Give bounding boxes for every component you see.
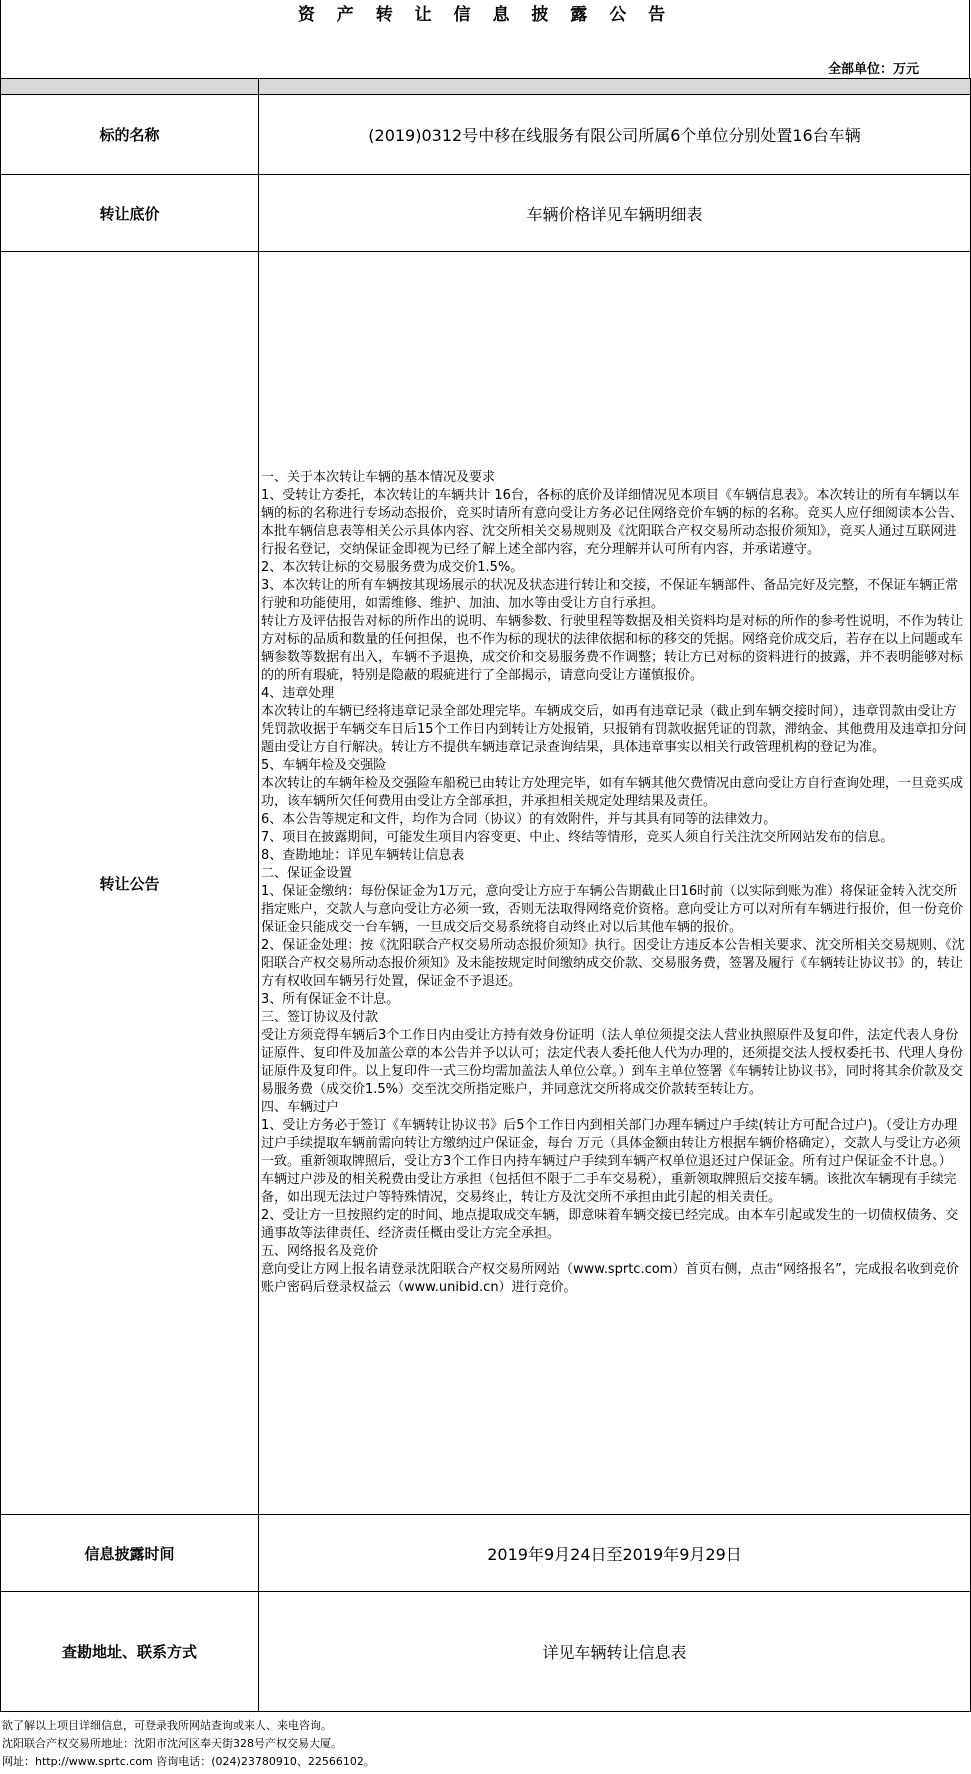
right-border — [969, 0, 970, 78]
row-transfer-notice — [1, 252, 971, 1515]
notice-line: 本次转让的车辆年检及交强险车船税已由转让方处理完毕，如有车辆其他欠费情况由意向受让方自行查询处理，一旦竞买成功，该车辆所欠任何费用由受让方全部承担，并承担相关规定处理结果及责任。 — [261, 776, 964, 809]
row-transfer-price — [1, 175, 971, 252]
notice-line: 车辆过户涉及的相关税费由受让方承担（包括但不限于二手车交易税），重新领取牌照后交接车辆。该批次车辆现有手续完备，如出现无法过户等特殊情况，交易终止，转让方及沈交所不承担由此引起的相关责任。 — [261, 1172, 957, 1205]
subject-name-label: 标的名称 — [1, 95, 259, 175]
transfer-price-label: 转让底价 — [1, 175, 259, 252]
notice-line: 6、本公告等规定和文件，均作为合同（协议）的有效附件，并与其具有同等的法律效力。 — [261, 812, 777, 827]
header-cell-left — [1, 79, 259, 95]
notice-line: 1、受转让方委托，本次转让的车辆共计 16台，各标的底价及详细情况见本项目《车辆信息表》。本次转让的所有车辆以车辆的标的名称进行专场动态报价，竞买时请所有意向受让方务必记住网络竞价车辆的标的名称。竞买人应仔细阅读本公告、本批车辆信息表等相关公示具体内容、沈交所相关交易规则及《沈阳联合产权交易所动态报价须知》，竞买人通过互联网进行报名登记，交纳保证金即视为已经了解上述全部内容，充分理解并认可所有内容，并承诺遵守。 — [261, 488, 964, 557]
footer-address: 沈阳联合产权交易所地址：沈阳市沈河区奉天街328号产权交易大厦。 — [2, 1737, 342, 1750]
disclosure-time-label: 信息披露时间 — [1, 1515, 259, 1592]
notice-line: 本次转让的车辆已经将违章记录全部处理完毕。车辆成交后，如再有违章记录（截止到车辆交接时间），违章罚款由受让方凭罚款收据于车辆交车日后15个工作日内到转让方处报销，只报销有罚款收据凭证的罚款，滞纳金、其他费用及违章扣分问题由受让方自行解决。转让方不提供车辆违章记录查询结果，具体违章事实以相关行政管理机构的登记为准。 — [261, 704, 967, 755]
notice-line: 7、项目在披露期间，可能发生项目内容变更、中止、终结等情形，竞买人须自行关注沈交所网站发布的信息。 — [261, 830, 894, 845]
transfer-notice-label: 转让公告 — [1, 252, 259, 1515]
notice-line: 4、违章处理 — [261, 686, 335, 701]
notice-line: 五、网络报名及竞价 — [261, 1244, 379, 1259]
transfer-price-value: 车辆价格详见车辆明细表 — [259, 175, 971, 252]
notice-line: 1、受让方务必于签订《车辆转让协议书》后5个工作日内到相关部门办理车辆过户手续(转让方可配合过户)。（受让方办理过户手续提取车辆前需向转让方缴纳过户保证金，每台 万元（具体金额由转让方根据车辆价格确定），交款人与受让方必须一致。重新领取牌照后，受让方3个工作日内持车辆过户手续到车辆产权单位退还过户保证金。所有过户保证金不计息。） — [261, 1118, 961, 1169]
notice-line: 受让方须竞得车辆后3个工作日内由受让方持有效身份证明（法人单位须提交法人营业执照原件及复印件，法定代表人身份证原件、复印件及加盖公章的本公告并予以认可；法定代表人委托他人代为办理的，还须提交法人授权委托书、代理人身份证原件及复印件。以上复印件一式三份均需加盖法人单位公章。）到车主单位签署《车辆转让协议书》，同时将其余价款及交易服务费（成交价1.5%）交至沈交所指定账户，并同意沈交所将成交价款转至转让方。 — [261, 1028, 964, 1097]
page-title: 资 产 转 让 信 息 披 露 公 告 — [297, 5, 674, 25]
notice-line: 1、保证金缴纳：每份保证金为1万元，意向受让方应于车辆公告期截止日16时前（以实际到账为准）将保证金转入沈交所指定账户，交款人与意向受让方必须一致，否则无法取得网络竞价资格。意向受让方可以对所有车辆进行报价，但一份竞价保证金只能成交一台车辆，一旦成交后交易系统将自动终止对以后其他车辆的报价。 — [261, 884, 964, 935]
table-header-row — [1, 79, 971, 95]
contact-label: 查勘地址、联系方式 — [1, 1592, 259, 1712]
header-cell-right — [259, 79, 971, 95]
notice-line: 三、签订协议及付款 — [261, 1010, 379, 1025]
row-subject-name — [1, 95, 971, 175]
subject-name-value: (2019)0312号中移在线服务有限公司所属6个单位分别处置16台车辆 — [259, 95, 971, 175]
notice-line: 8、查勘地址：详见车辆转让信息表 — [261, 848, 465, 863]
footer — [0, 1717, 971, 1771]
footer-info: 欲了解以上项目详细信息，可登录我所网站查询或来人、来电咨询。 — [2, 1719, 332, 1732]
contact-value: 详见车辆转让信息表 — [259, 1592, 971, 1712]
row-disclosure-time — [1, 1515, 971, 1592]
notice-line: 3、所有保证金不计息。 — [261, 992, 400, 1007]
notice-line: 二、保证金设置 — [261, 866, 353, 881]
disclosure-table — [0, 78, 971, 1712]
notice-line: 四、车辆过户 — [261, 1100, 340, 1115]
notice-line: 转让方及评估报告对标的所作出的说明、车辆参数、行驶里程等数据及相关资料均是对标的所作的参考性说明，不作为转让方对标的品质和数量的任何担保，也不作为标的现状的法律依据和标的移交的凭据。网络竞价成交后，若存在以上问题或车辆参数等数据有出入，车辆不予退换，成交价和交易服务费不作调整；转让方已对标的资料进行的披露，并不表明能够对标的的所有瑕疵，特别是隐蔽的瑕疵进行了全部揭示，请意向受让方谨慎报价。 — [261, 614, 964, 683]
notice-line: 5、车辆年检及交强险 — [261, 758, 387, 773]
left-border — [0, 0, 1, 78]
notice-line: 3、本次转让的所有车辆按其现场展示的状况及状态进行转让和交接，不保证车辆部件、备品完好及完整，不保证车辆正常行驶和功能使用，如需维修、维护、加油、加水等由受让方自行承担。 — [261, 578, 959, 611]
notice-line: 2、保证金处理：按《沈阳联合产权交易所动态报价须知》执行。因受让方违反本公告相关要求、沈交所相关交易规则、《沈阳联合产权交易所动态报价须知》及未能按规定时间缴纳成交价款、交易服务费，签署及履行《车辆转让协议书》的，转让方有权收回车辆另行处置，保证金不予退还。 — [261, 938, 965, 989]
notice-line: 2、本次转让标的交易服务费为成交价1.5%。 — [261, 560, 524, 575]
notice-line: 一、关于本次转让车辆的基本情况及要求 — [261, 470, 496, 485]
disclosure-time-value: 2019年9月24日至2019年9月29日 — [259, 1515, 971, 1592]
transfer-notice-body — [259, 252, 971, 1515]
notice-line: 2、受让方一旦按照约定的时间、地点提取成交车辆，即意味着车辆交接已经完成。由本车引起或发生的一切债权债务、交通事故等法律责任、经济责任概由受让方完全承担。 — [261, 1208, 959, 1241]
unit-label: 全部单位：万元 — [827, 62, 919, 77]
row-contact — [1, 1592, 971, 1712]
notice-line: 意向受让方网上报名请登录沈阳联合产权交易所网站（www.sprtc.com）首页右侧，点击“网络报名”，完成报名收到竞价账户密码后登录权益云（www.unibid.cn）进行竞价。 — [261, 1262, 959, 1295]
footer-website-phone: 网址：http://www.sprtc.com 咨询电话：(024)23780910、22566102。 — [2, 1755, 375, 1768]
